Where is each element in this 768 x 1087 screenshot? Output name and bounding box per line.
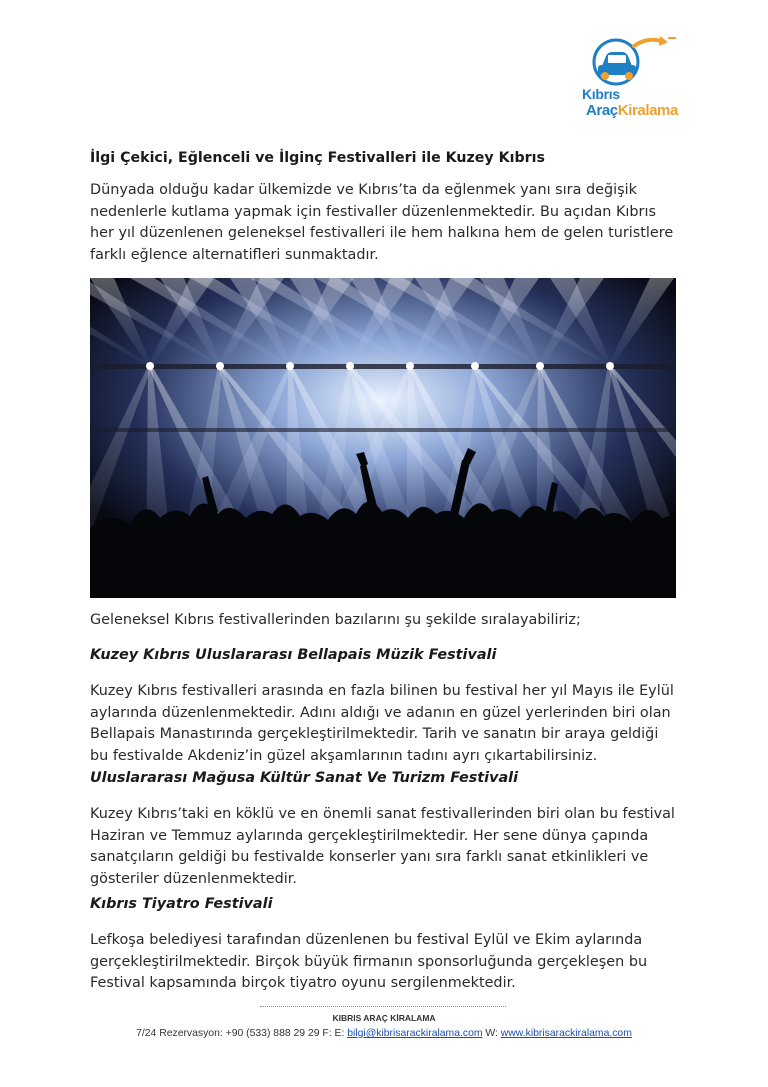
logo-line-2 [586, 102, 678, 119]
paragraph-line: sanatçıların geldiği bu festivalde konserler yanı sıra farklı sanat etkinlikleri ve [90, 849, 649, 866]
paragraph-line: gerçekleştirilmektedir. Birçok büyük firmanın sponsorluğunda gerçekleşen bu [90, 953, 648, 970]
festival-heading: Kuzey Kıbrıs Uluslararası Bellapais Müzik Festivali [90, 647, 497, 663]
logo-line-1: Kıbrıs [582, 86, 620, 102]
paragraph-line: bu festivalde Akdeniz’in güzel akşamlarının tadını ayrı çıkartabilirsiniz. [90, 747, 598, 764]
footer-email-link[interactable]: bilgi@kibrisarackiralama.com [347, 1028, 483, 1039]
paragraph-line: Festival kapsamında birçok tiyatro oyunu sergilenmektedir. [90, 975, 516, 992]
intro-paragraph [90, 180, 680, 266]
paragraph-line: her yıl düzenlenen geleneksel festivalleri ile hem halkına hem de gelen turistlere [90, 225, 674, 242]
footer-web-label: W: [482, 1028, 501, 1039]
document-title: İlgi Çekici, Eğlenceli ve İlginç Festivalleri ile Kuzey Kıbrıs [90, 150, 545, 166]
car-logo-icon [572, 32, 678, 92]
paragraph-line: nedenlerle kutlama yapmak için festivaller düzenlenmektedir. Bu açıdan Kıbrıs [90, 203, 656, 220]
paragraph-line: gösteriler düzenlenmektedir. [90, 870, 297, 887]
paragraph-line: Kuzey Kıbrıs festivalleri arasında en fazla bilinen bu festival her yıl Mayıs ile Eylül [90, 683, 674, 699]
footer-company: KIBRIS ARAÇ KİRALAMA [332, 1013, 436, 1023]
festival-paragraph [90, 804, 680, 890]
festival-heading: Uluslararası Mağusa Kültür Sanat Ve Turizm Festivali [90, 770, 519, 786]
paragraph-line: Kuzey Kıbrıs’taki en köklü ve en önemli sanat festivallerinden biri olan bu festival [90, 806, 675, 822]
footer-phone: 7/24 Rezervasyon: +90 (533) 888 29 29 F: E: [136, 1028, 348, 1039]
paragraph-line: farklı eğlence alternatifleri sunmaktadır. [90, 246, 379, 263]
company-logo [572, 32, 678, 124]
footer-divider [260, 1006, 506, 1007]
logo-word-kiralama: Kiralama [617, 102, 678, 119]
paragraph-line: aylarında düzenlenmektedir. Adını aldığı ve adanın en güzel yerlerinden biri olan [90, 704, 671, 721]
festival-paragraph [90, 930, 680, 995]
paragraph-line: Bellapais Manastırında gerçekleştirilmektedir. Tarih ve sanatın bir araya geldiği [90, 726, 659, 743]
festival-paragraph [90, 681, 680, 767]
paragraph-line: Dünyada olduğu kadar ülkemizde ve Kıbrıs’ta da eğlenmek yanı sıra değişik [90, 182, 637, 198]
paragraph-line: Haziran ve Temmuz aylarında gerçekleştirilmektedir. Her sene dünya çapında [90, 827, 649, 844]
list-intro: Geleneksel Kıbrıs festivallerinden bazılarını şu şekilde sıralayabiliriz; [90, 612, 581, 628]
footer-contact [0, 1028, 768, 1039]
paragraph-line: Lefkoşa belediyesi tarafından düzenlenen bu festival Eylül ve Ekim aylarında [90, 932, 643, 948]
concert-photo [90, 278, 676, 598]
footer-website-link[interactable]: www.kibrisarackiralama.com [500, 1028, 632, 1039]
logo-word-arac: Araç [586, 102, 618, 119]
festival-heading: Kıbrıs Tiyatro Festivali [90, 896, 273, 912]
